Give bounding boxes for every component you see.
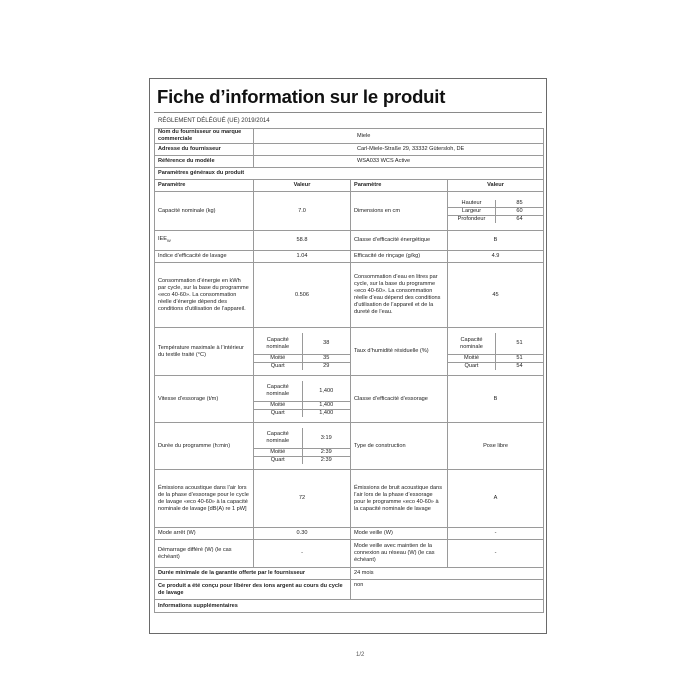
temp-nominal-value: 38 xyxy=(302,333,350,354)
temp-quarter-value: 29 xyxy=(323,362,330,369)
dimensions-subtable xyxy=(448,200,543,223)
energy-consumption-value: 0.506 xyxy=(254,263,351,328)
product-data-table xyxy=(154,128,544,613)
table-row xyxy=(155,376,544,423)
spin-speed-cell xyxy=(254,376,351,423)
iee-label-subscript: W xyxy=(167,238,171,244)
iee-label-text: IEE xyxy=(158,236,168,243)
delayed-start-label: Démarrage différé (W) (le cas échéant) xyxy=(155,540,254,568)
max-temperature-label: Température maximale à l’intérieur du textile traité (°C) xyxy=(155,328,254,376)
dimension-width-label: Largeur xyxy=(448,207,496,215)
param-header-right: Paramètre xyxy=(351,180,448,192)
humidity-nominal-value: 51 xyxy=(496,333,544,354)
title-divider xyxy=(154,112,542,113)
spin-quarter-label: Quart xyxy=(254,410,302,418)
spin-half-value: 1,400 xyxy=(302,402,350,410)
wash-index-label: Indice d’efficacité de lavage xyxy=(155,251,254,263)
spin-nominal-label: Capacité nominale xyxy=(254,381,302,402)
program-duration-subtable xyxy=(254,428,350,465)
model-reference-label: Référence du modèle xyxy=(155,156,254,168)
regulation-reference: RÉGLEMENT DÉLÉGUÉ (UE) 2019/2014 xyxy=(158,118,270,124)
iee-label xyxy=(155,231,254,251)
standby-mode-value: - xyxy=(448,528,544,540)
humidity-quarter-label: Quart xyxy=(448,362,496,370)
program-duration-label: Durée du programme (h:min) xyxy=(155,423,254,470)
spin-quarter-value: 1,400 xyxy=(319,410,334,417)
model-reference-value: WSA033 WCS Active xyxy=(254,156,544,168)
table-row xyxy=(155,251,544,263)
silver-ions-value: non xyxy=(351,580,544,600)
supplier-address-value: Carl-Miele-Straße 29, 33332 Gütersloh, DE xyxy=(254,144,544,156)
param-header-left: Paramètre xyxy=(155,180,254,192)
value-header-left: Valeur xyxy=(254,180,351,192)
duration-half-value: 2:39 xyxy=(302,449,350,457)
spin-speed-subtable xyxy=(254,381,350,418)
table-row xyxy=(155,470,544,528)
humidity-nominal-label: Capacité nominale xyxy=(448,333,496,354)
dimension-depth-value: 64 xyxy=(516,215,523,222)
table-row xyxy=(155,263,544,328)
humidity-half-value: 51 xyxy=(496,354,544,362)
temp-half-label: Moitié xyxy=(254,354,302,362)
dimensions-cell xyxy=(448,192,544,231)
supplier-address-label: Adresse du fournisseur xyxy=(155,144,254,156)
spin-class-value: B xyxy=(448,376,544,423)
construction-type-label: Type de construction xyxy=(351,423,448,470)
dimension-width-value: 60 xyxy=(496,207,544,215)
supplier-name-value: Miele xyxy=(254,129,544,144)
off-mode-value: 0.30 xyxy=(254,528,351,540)
dimension-depth-label: Profondeur xyxy=(448,215,496,223)
table-row xyxy=(155,231,544,251)
spin-half-label: Moitié xyxy=(254,402,302,410)
duration-half-label: Moitié xyxy=(254,449,302,457)
warranty-value: 24 mois xyxy=(351,568,544,580)
table-row xyxy=(155,168,544,180)
duration-quarter-label: Quart xyxy=(254,457,302,465)
program-duration-cell xyxy=(254,423,351,470)
table-row xyxy=(155,423,544,470)
max-temperature-cell xyxy=(254,328,351,376)
table-row xyxy=(155,580,544,600)
general-params-heading: Paramètres généraux du produit xyxy=(155,168,544,180)
networked-standby-value: - xyxy=(448,540,544,568)
page-number: 1/2 xyxy=(356,652,365,658)
table-row xyxy=(155,328,544,376)
max-temperature-subtable xyxy=(254,333,350,370)
dimension-height-value: 85 xyxy=(496,200,544,208)
dimension-height-label: Hauteur xyxy=(448,200,496,208)
noise-spin-label: Émissions de bruit acoustique dans l’air lors de la phase d’essorage pour le programme «eco 40-60» à la capacité nominale de lavage xyxy=(351,470,448,528)
off-mode-label: Mode arrêt (W) xyxy=(155,528,254,540)
table-row xyxy=(155,144,544,156)
table-row xyxy=(155,129,544,144)
page-title: Fiche d’information sur le produit xyxy=(157,86,446,107)
iee-value: 58.8 xyxy=(254,231,351,251)
construction-type-value: Pose libre xyxy=(448,423,544,470)
energy-class-label: Classe d’efficacité énergétique xyxy=(351,231,448,251)
table-header-row xyxy=(155,180,544,192)
residual-humidity-subtable xyxy=(448,333,543,370)
table-row xyxy=(155,568,544,580)
duration-nominal-value: 3:19 xyxy=(302,428,350,449)
table-row xyxy=(155,528,544,540)
table-row xyxy=(155,600,544,613)
additional-info-label: Informations supplémentaires xyxy=(155,600,544,613)
standby-mode-label: Mode veille (W) xyxy=(351,528,448,540)
energy-consumption-label: Consommation d’énergie en kWh par cycle, sur la base du programme «eco 40-60». La consommation réelle d’énergie dépend des conditions d’utilisation de l’appareil. xyxy=(155,263,254,328)
humidity-quarter-value: 54 xyxy=(516,362,523,369)
spin-speed-label: Vitesse d’essorage (t/m) xyxy=(155,376,254,423)
capacity-label: Capacité nominale (kg) xyxy=(155,192,254,231)
temp-half-value: 35 xyxy=(302,354,350,362)
capacity-value: 7.0 xyxy=(254,192,351,231)
noise-wash-value: 72 xyxy=(254,470,351,528)
temp-quarter-label: Quart xyxy=(254,362,302,370)
wash-index-value: 1.04 xyxy=(254,251,351,263)
spin-class-label: Classe d’efficacité d’essorage xyxy=(351,376,448,423)
spin-nominal-value: 1,400 xyxy=(302,381,350,402)
table-row xyxy=(155,192,544,231)
value-header-right: Valeur xyxy=(448,180,544,192)
table-row xyxy=(155,156,544,168)
temp-nominal-label: Capacité nominale xyxy=(254,333,302,354)
residual-humidity-cell xyxy=(448,328,544,376)
supplier-name-label: Nom du fournisseur ou marque commerciale xyxy=(155,129,254,144)
energy-class-value: B xyxy=(448,231,544,251)
rinse-efficiency-value: 4.9 xyxy=(448,251,544,263)
water-consumption-label: Consommation d’eau en litres par cycle, sur la base du programme «eco 40-60». La consommation réelle d’eau dépend des conditions d’utilisation de l’appareil et de la dureté de l’eau. xyxy=(351,263,448,328)
warranty-label: Durée minimale de la garantie offerte par le fournisseur xyxy=(155,568,351,580)
water-consumption-value: 45 xyxy=(448,263,544,328)
dimensions-label: Dimensions en cm xyxy=(351,192,448,231)
noise-wash-label: Émissions acoustique dans l’air lors de la phase d’essorage pour le cycle de lavage «eco 40-60» à la capacité nominale de lavage [dB(A) re 1 pW] xyxy=(155,470,254,528)
humidity-half-label: Moitié xyxy=(448,354,496,362)
duration-nominal-label: Capacité nominale xyxy=(254,428,302,449)
networked-standby-label: Mode veille avec maintien de la connexion au réseau (W) (le cas échéant) xyxy=(351,540,448,568)
rinse-efficiency-label: Efficacité de rinçage (g/kg) xyxy=(351,251,448,263)
duration-quarter-value: 2:39 xyxy=(320,457,332,464)
table-row xyxy=(155,540,544,568)
product-information-sheet xyxy=(149,78,547,634)
silver-ions-label: Ce produit a été conçu pour libérer des ions argent au cours du cycle de lavage xyxy=(155,580,351,600)
delayed-start-value: - xyxy=(254,540,351,568)
residual-humidity-label: Taux d’humidité résiduelle (%) xyxy=(351,328,448,376)
noise-spin-value: A xyxy=(448,470,544,528)
